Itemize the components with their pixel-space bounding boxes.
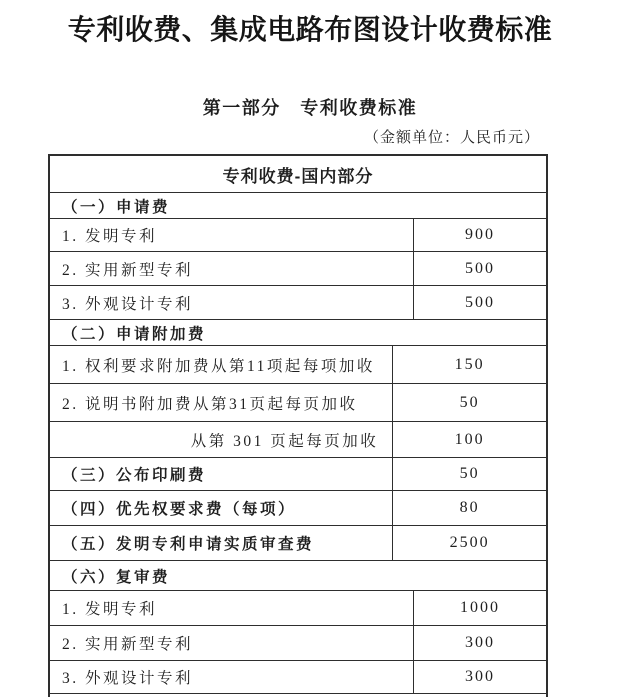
table-row [50, 422, 546, 458]
fee-item-value: 500 [465, 259, 496, 277]
fee-item-label: （五）发明专利申请实质审查费 [50, 526, 393, 560]
fee-item-value: 100 [454, 430, 485, 448]
table-header-label: 专利收费-国内部分 [222, 166, 374, 186]
fee-item-label: 3. 外观设计专利 [50, 661, 414, 693]
fee-item-label: 2. 实用新型专利 [50, 626, 414, 660]
fee-item-label: 1. 发明专利 [50, 591, 414, 625]
fee-item-value: 80 [459, 499, 480, 516]
document-title: 专利收费、集成电路布图设计收费标准 [67, 15, 553, 46]
fee-item-value: 900 [465, 226, 496, 243]
fee-item-value: 1000 [460, 599, 501, 616]
fee-item-value: 2500 [449, 534, 490, 551]
fee-item-label: 1. 发明专利 [50, 219, 414, 251]
part-heading: 第一部分 专利收费标准 [202, 98, 418, 118]
table-row [50, 626, 546, 661]
fee-item-label: （四）优先权要求费（每项） [50, 491, 393, 525]
table-row [50, 384, 546, 422]
table-row [50, 661, 546, 694]
table-row [50, 591, 546, 626]
table-row [50, 491, 546, 526]
fee-item-label: 3. 外观设计专利 [50, 286, 414, 319]
fee-item-value: 300 [465, 668, 496, 685]
table-row [50, 252, 546, 286]
fee-item-label: 2. 实用新型专利 [50, 252, 414, 285]
table-row [50, 458, 546, 491]
section-label: （一）申请费 [62, 198, 171, 216]
currency-unit-note: （金额单位：人民币元） [363, 130, 540, 146]
table-row [50, 346, 546, 384]
fee-item-value: 50 [459, 393, 480, 411]
table-header-row [50, 156, 546, 193]
table-row [50, 526, 546, 561]
fee-item-label: 从第 301 页起每页加收 [50, 422, 393, 457]
section-row-application-surcharge [50, 320, 546, 346]
table-row [50, 286, 546, 320]
section-label: （二）申请附加费 [62, 325, 207, 343]
fee-item-label: （三）公布印刷费 [50, 458, 393, 490]
section-row-reexamination-fee [50, 561, 546, 591]
fee-item-value: 150 [454, 355, 485, 373]
fee-item-value: 300 [465, 634, 496, 651]
fee-item-label: 2. 说明书附加费从第31页起每页加收 [50, 384, 393, 421]
section-label: （六）复审费 [62, 568, 171, 586]
fee-item-value: 50 [459, 465, 480, 482]
fee-item-label: 1. 权利要求附加费从第11项起每项加收 [50, 346, 393, 383]
patent-fee-table [48, 154, 548, 697]
section-row-application-fee [50, 193, 546, 219]
fee-item-value: 500 [465, 293, 496, 311]
table-row [50, 219, 546, 252]
